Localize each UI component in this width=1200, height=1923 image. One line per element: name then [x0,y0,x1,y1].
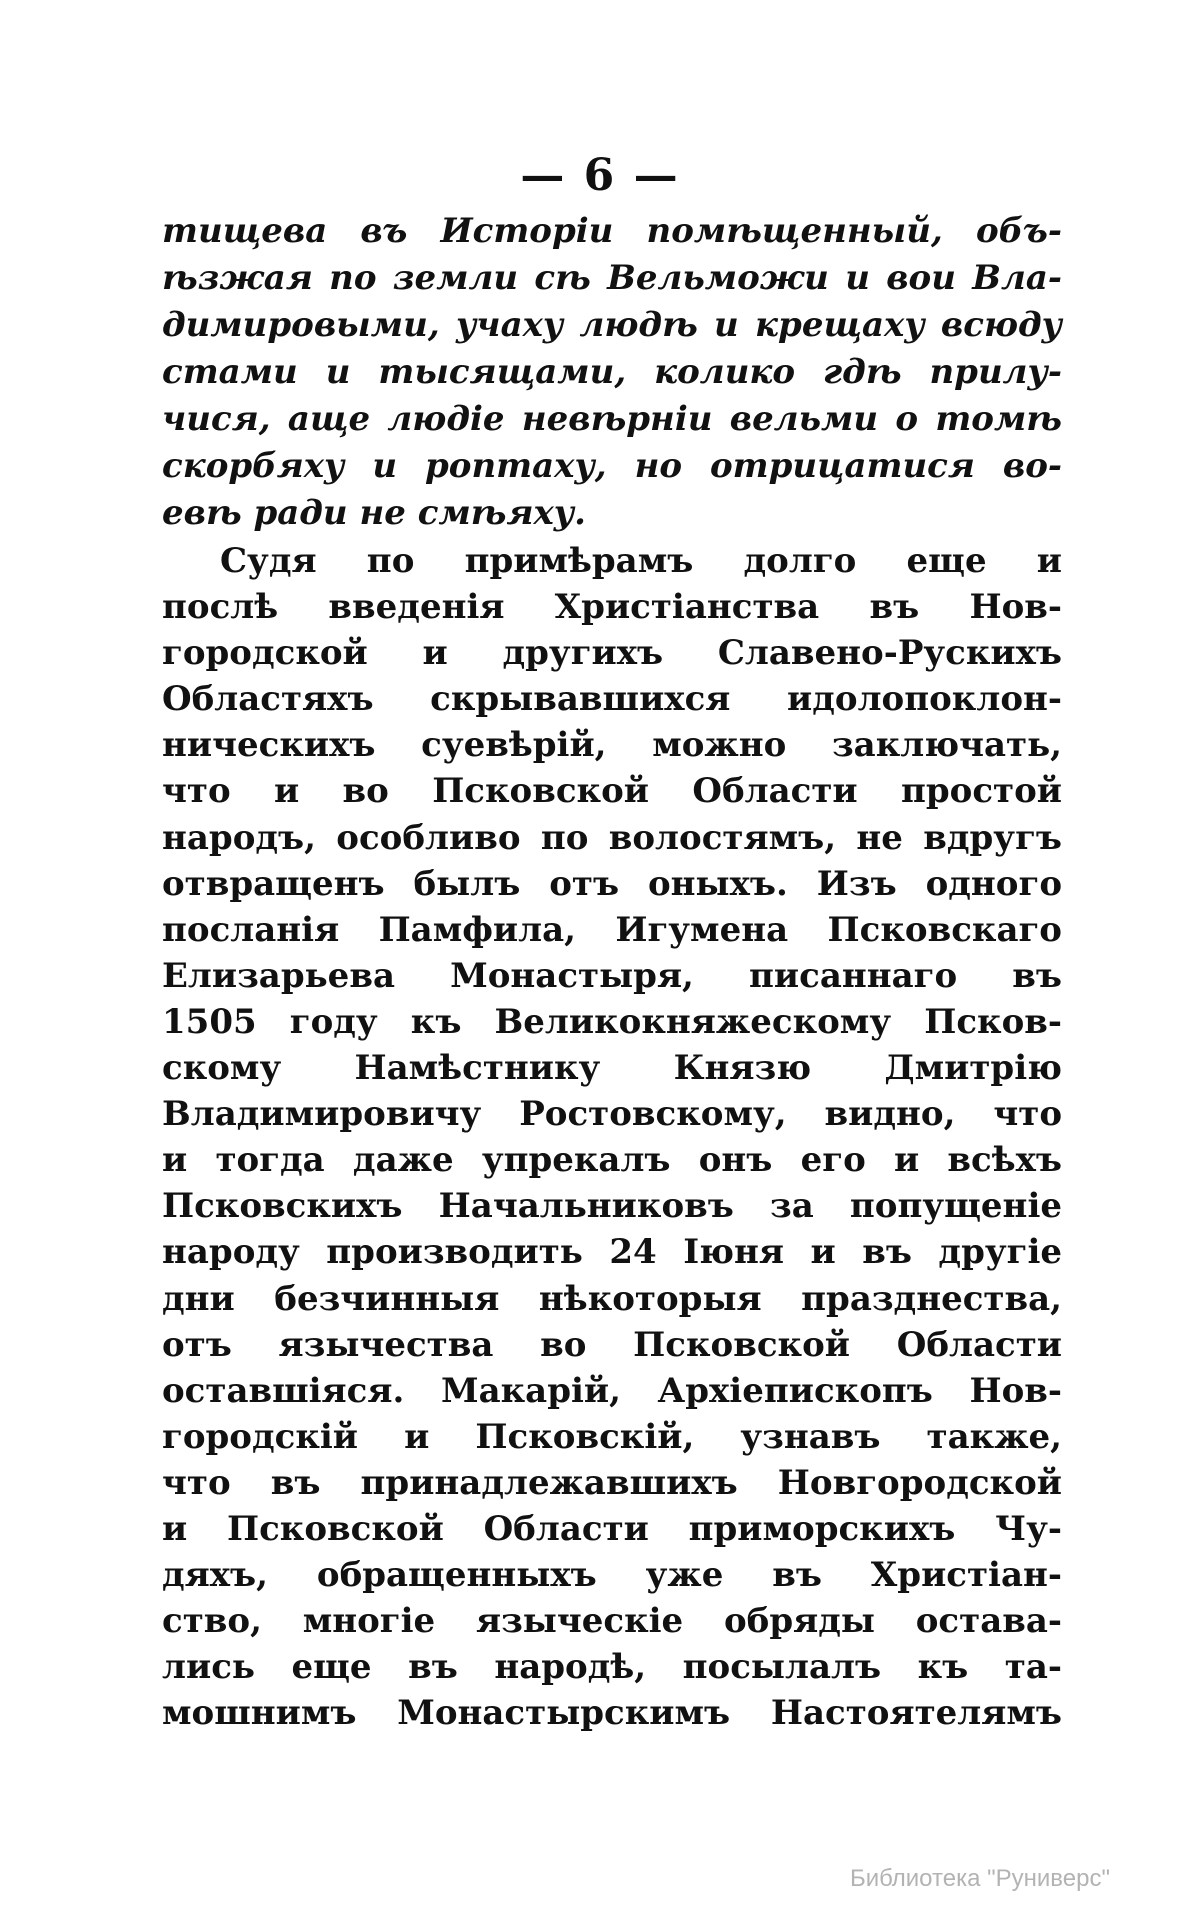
text-line: тищева въ Исторіи помѣщенный, объ- [162,211,1062,251]
page-number: — 6 — [520,150,680,201]
text-line: Областяхъ скрывавшихся идолопоклон- [162,679,1062,720]
text-line: и Псковской Области приморскихъ Чу- [162,1508,1062,1549]
text-line: отъ язычества во Псковской Области [162,1324,1062,1365]
text-line: послѣ введенія Христіанства въ Нов- [162,587,1062,628]
library-watermark: Библиотека "Руниверс" [849,1865,1110,1892]
text-line: Елизарьева Монастыря, писаннаго въ [162,955,1062,996]
text-line: ническихъ суевѣрій, можно заключать, [162,725,1062,766]
text-line: ѣзжая по земли сѣ Вельможи и вои Вла- [162,258,1062,298]
text-line: оставшіяся. Макарій, Архіепископъ Нов- [162,1370,1062,1411]
text-line: что и во Псковской Области простой [162,771,1062,812]
text-line: что въ принадлежавшихъ Новгородской [162,1462,1062,1503]
text-line: евѣ ради не смѣяху. [162,493,586,533]
text-line: димировыми, учаху людѣ и крещаху всюду [162,305,1062,345]
text-line: городскій и Псковскій, узнавъ также, [162,1416,1062,1457]
quote-block [162,208,1062,537]
text-line: стами и тысящами, колико гдѣ прилу- [162,352,1062,392]
text-line: посланія Памфила, Игумена Псковскаго [162,909,1062,950]
text-line: народъ, особливо по волостямъ, не вдругъ [162,817,1062,858]
text-line: отвращенъ былъ отъ оныхъ. Изъ одного [162,863,1062,904]
text-line: и тогда даже упрекалъ онъ его и всѣхъ [162,1140,1062,1181]
text-line: скому Намѣстнику Князю Дмитрію [162,1048,1062,1089]
text-line: Владимировичу Ростовскому, видно, что [162,1094,1062,1135]
text-line: 1505 году къ Великокняжескому Псков- [162,1001,1062,1042]
body-paragraph [162,538,1062,1736]
text-line: скорбяху и роптаху, но отрицатися во- [162,446,1062,486]
text-line: мошнимъ Монастырскимъ Настоятелямъ [162,1693,1062,1734]
text-line: дяхъ, обращенныхъ уже въ Христіан- [162,1555,1062,1596]
text-line: дни безчинныя нѣкоторыя празднества, [162,1278,1062,1319]
text-line: городской и другихъ Славено-Рускихъ [162,633,1062,674]
text-line: ство, многіе языческіе обряды остава- [162,1601,1062,1642]
text-line: Псковскихъ Начальниковъ за попущеніе [162,1186,1062,1227]
text-line: лись еще въ народѣ, посылалъ къ та- [162,1647,1062,1688]
text-line: чися, аще людіе невѣрніи вельми о томѣ [162,399,1062,439]
text-line: народу производить 24 Іюня и въ другіе [162,1232,1062,1273]
text-line: Судя по примѣрамъ долго еще и [220,541,1062,581]
